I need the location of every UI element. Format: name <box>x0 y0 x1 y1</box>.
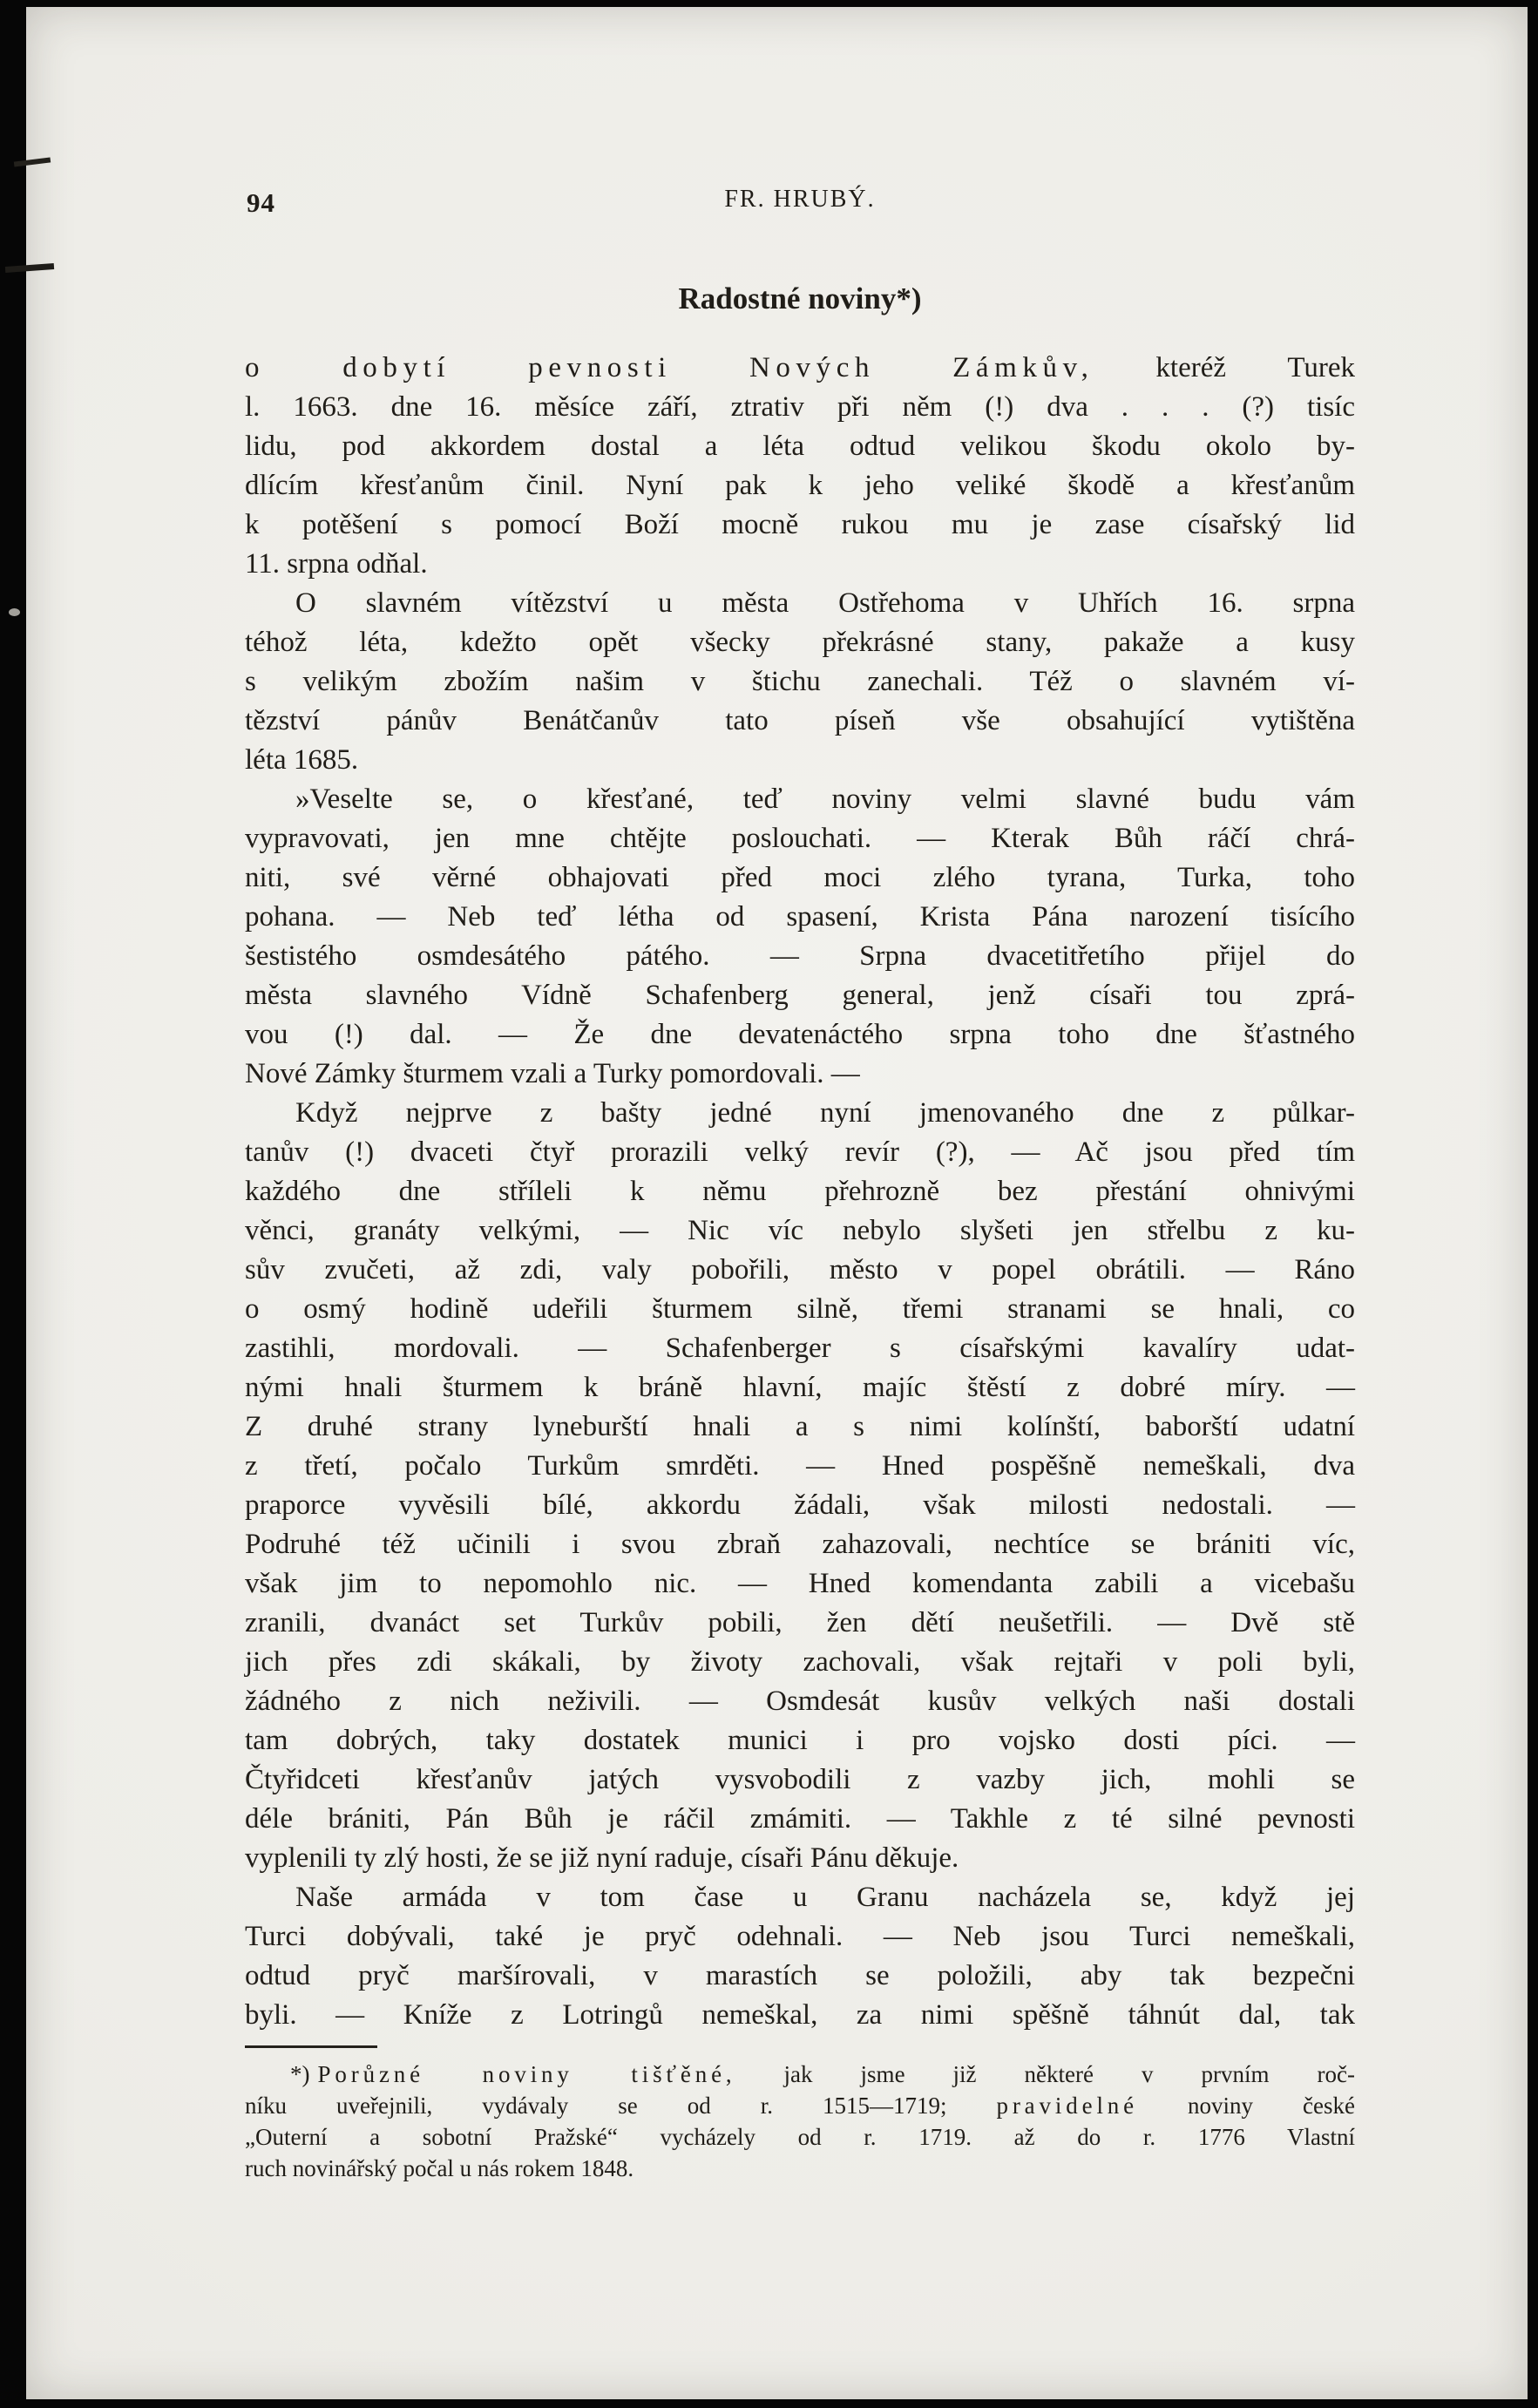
text-line-opening <box>245 349 1355 388</box>
text-column <box>245 7 1355 2184</box>
text-line: k potěšení s pomocí Boží mocně rukou mu je zase císařský lid <box>245 509 1355 540</box>
text-line: Nové Zámky šturmem vzali a Turky pomordovali. — <box>245 1058 860 1089</box>
running-header: FR. HRUBÝ. <box>724 186 876 213</box>
text-line: 11. srpna odňal. <box>245 548 428 580</box>
text-line: tězství pánův Benátčanův tato píseň vše obsahující vytištěna <box>245 705 1355 736</box>
opening-rest-text: kteréž Turek <box>1094 352 1356 383</box>
text-line: byli. — Kníže z Lotringů nemeškal, za nimi spěšně táhnút dal, tak <box>245 1999 1355 2031</box>
text-line: zranili, dvanáct set Turkův pobili, žen dětí neušetřili. — Dvě stě <box>245 1607 1355 1638</box>
text-line: Naše armáda v tom čase u Granu nacházela se, když jej <box>295 1882 1355 1913</box>
text-line: jich přes zdi skákali, by životy zachovali, však rejtaři v poli byli, <box>245 1646 1355 1678</box>
text-line: vypravovati, jen mne chtějte poslouchati. — Kterak Bůh ráčí chrá- <box>245 823 1355 854</box>
spaced-lead-text: o dobytí pevnosti Nových Zámkův, <box>245 352 1094 383</box>
text-line: vyplenili ty zlý hosti, že se již nyní raduje, císaři Pánu děkuje. <box>245 1842 959 1874</box>
text-line: O slavném vítězství u města Ostřehoma v Uhřích 16. srpna <box>295 587 1355 619</box>
text-line: »Veselte se, o křesťané, teď noviny velmi slavné budu vám <box>295 783 1355 815</box>
text-line: s velikým zbožím našim v štichu zanechali. Též o slavném ví- <box>245 666 1355 697</box>
scan-mark <box>9 608 20 616</box>
text-line: Čtyřidceti křesťanův jatých vysvobodili z vazby jich, mohli se <box>245 1764 1355 1795</box>
text-line: z třetí, počalo Turkům smrděti. — Hned pospěšně nemeškali, dva <box>245 1450 1355 1482</box>
text-line: však jim to nepomohlo nic. — Hned komendanta zabili a vicebašu <box>245 1568 1355 1599</box>
text-line: každého dne stříleli k němu přehrozně bez přestání ohnivými <box>245 1176 1355 1207</box>
text-line: déle brániti, Pán Bůh je ráčil zmámiti. — Takhle z té silné pevnosti <box>245 1803 1355 1835</box>
text-line: lidu, pod akkordem dostal a léta odtud velikou škodu okolo by- <box>245 431 1355 462</box>
text-line: žádného z nich neživili. — Osmdesát kusův velkých naši dostali <box>245 1686 1355 1717</box>
text-line: Turci dobývali, také je pryč odehnali. — Neb jsou Turci nemeškali, <box>245 1921 1355 1952</box>
text-line: Podruhé též učinili i svou zbraň zahazovali, nechtíce se brániti víc, <box>245 1529 1355 1560</box>
masthead <box>245 186 1355 225</box>
text-line: nými hnali šturmem k bráně hlavní, majíc štěstí z dobré míry. — <box>245 1372 1355 1403</box>
footnote <box>245 2059 1355 2184</box>
footnote-text: noviny české <box>1138 2093 1355 2119</box>
footnote-marker: *) <box>290 2061 310 2087</box>
text-line: niti, své věrné obhajovati před moci zlého tyrana, Turka, toho <box>245 862 1355 893</box>
text-line: zastihli, mordovali. — Schafenberger s císařskými kavalíry udat- <box>245 1333 1355 1364</box>
footnote-text: jak jsme již některé v prvním roč- <box>735 2061 1355 2087</box>
text-line: tam dobrých, taky dostatek munici i pro vojsko dosti píci. — <box>245 1725 1355 1756</box>
text-line: Z druhé strany lyneburští hnali a s nimi kolínští, baborští udatní <box>245 1411 1355 1442</box>
text-line: o osmý hodině udeřili šturmem silně, třemi stranami se hnali, co <box>245 1293 1355 1325</box>
text-line: pohana. — Neb teď létha od spasení, Krista Pána narození tisícího <box>245 901 1355 933</box>
text-line: sův zvučeti, až zdi, valy pobořili, město v popel obrátili. — Ráno <box>245 1254 1355 1285</box>
article-title: Radostné noviny*) <box>678 281 922 315</box>
footnote-line <box>245 2059 1355 2090</box>
footnote-spaced-text: Porůzné noviny tišťěné, <box>317 2061 736 2087</box>
text-line: praporce vyvěsili bílé, akkordu žádali, však milosti nedostali. — <box>245 1489 1355 1521</box>
text-line: šestistého osmdesátého pátého. — Srpna dvacetitřetího přijel do <box>245 940 1355 972</box>
footnote-spaced-text: pravidelné <box>996 2093 1139 2119</box>
text-line: vou (!) dal. — Že dne devatenáctého srpna toho dne šťastného <box>245 1019 1355 1050</box>
footnote-line: ruch novinářský počal u nás rokem 1848. <box>245 2155 634 2181</box>
footnote-text: níku uveřejnili, vydávaly se od r. 1515—1719; <box>245 2093 997 2119</box>
text-line: města slavného Vídně Schafenberg general, jenž císaři tou zprá- <box>245 980 1355 1011</box>
text-line: dlícím křesťanům činil. Nyní pak k jeho veliké škodě a křesťanům <box>245 470 1355 501</box>
text-line: odtud pryč maršírovali, v marastích se položili, aby tak bezpečni <box>245 1960 1355 1991</box>
text-line: téhož léta, kdežto opět všecky překrásné stany, pakaže a kusy <box>245 627 1355 658</box>
text-line: l. 1663. dne 16. měsíce září, ztrativ při něm (!) dva . . . (?) tisíc <box>245 391 1355 423</box>
footnote-line <box>245 2090 1355 2121</box>
text-line: Když nejprve z bašty jedné nyní jmenovaného dne z půlkar- <box>295 1097 1355 1129</box>
footnote-line: „Outerní a sobotní Pražské“ vycházely od r. 1719. až do r. 1776 Vlastní <box>245 2124 1355 2150</box>
text-line: tanův (!) dvaceti čtyř prorazili velký revír (?), — Ač jsou před tím <box>245 1136 1355 1168</box>
scanned-page <box>26 7 1528 2399</box>
article-body <box>245 349 1355 2035</box>
footnote-separator <box>245 2045 377 2048</box>
text-line: léta 1685. <box>245 744 359 776</box>
page-number: 94 <box>247 187 275 218</box>
text-line: věnci, granáty velkými, — Nic víc nebylo slyšeti jen střelbu z ku- <box>245 1215 1355 1246</box>
